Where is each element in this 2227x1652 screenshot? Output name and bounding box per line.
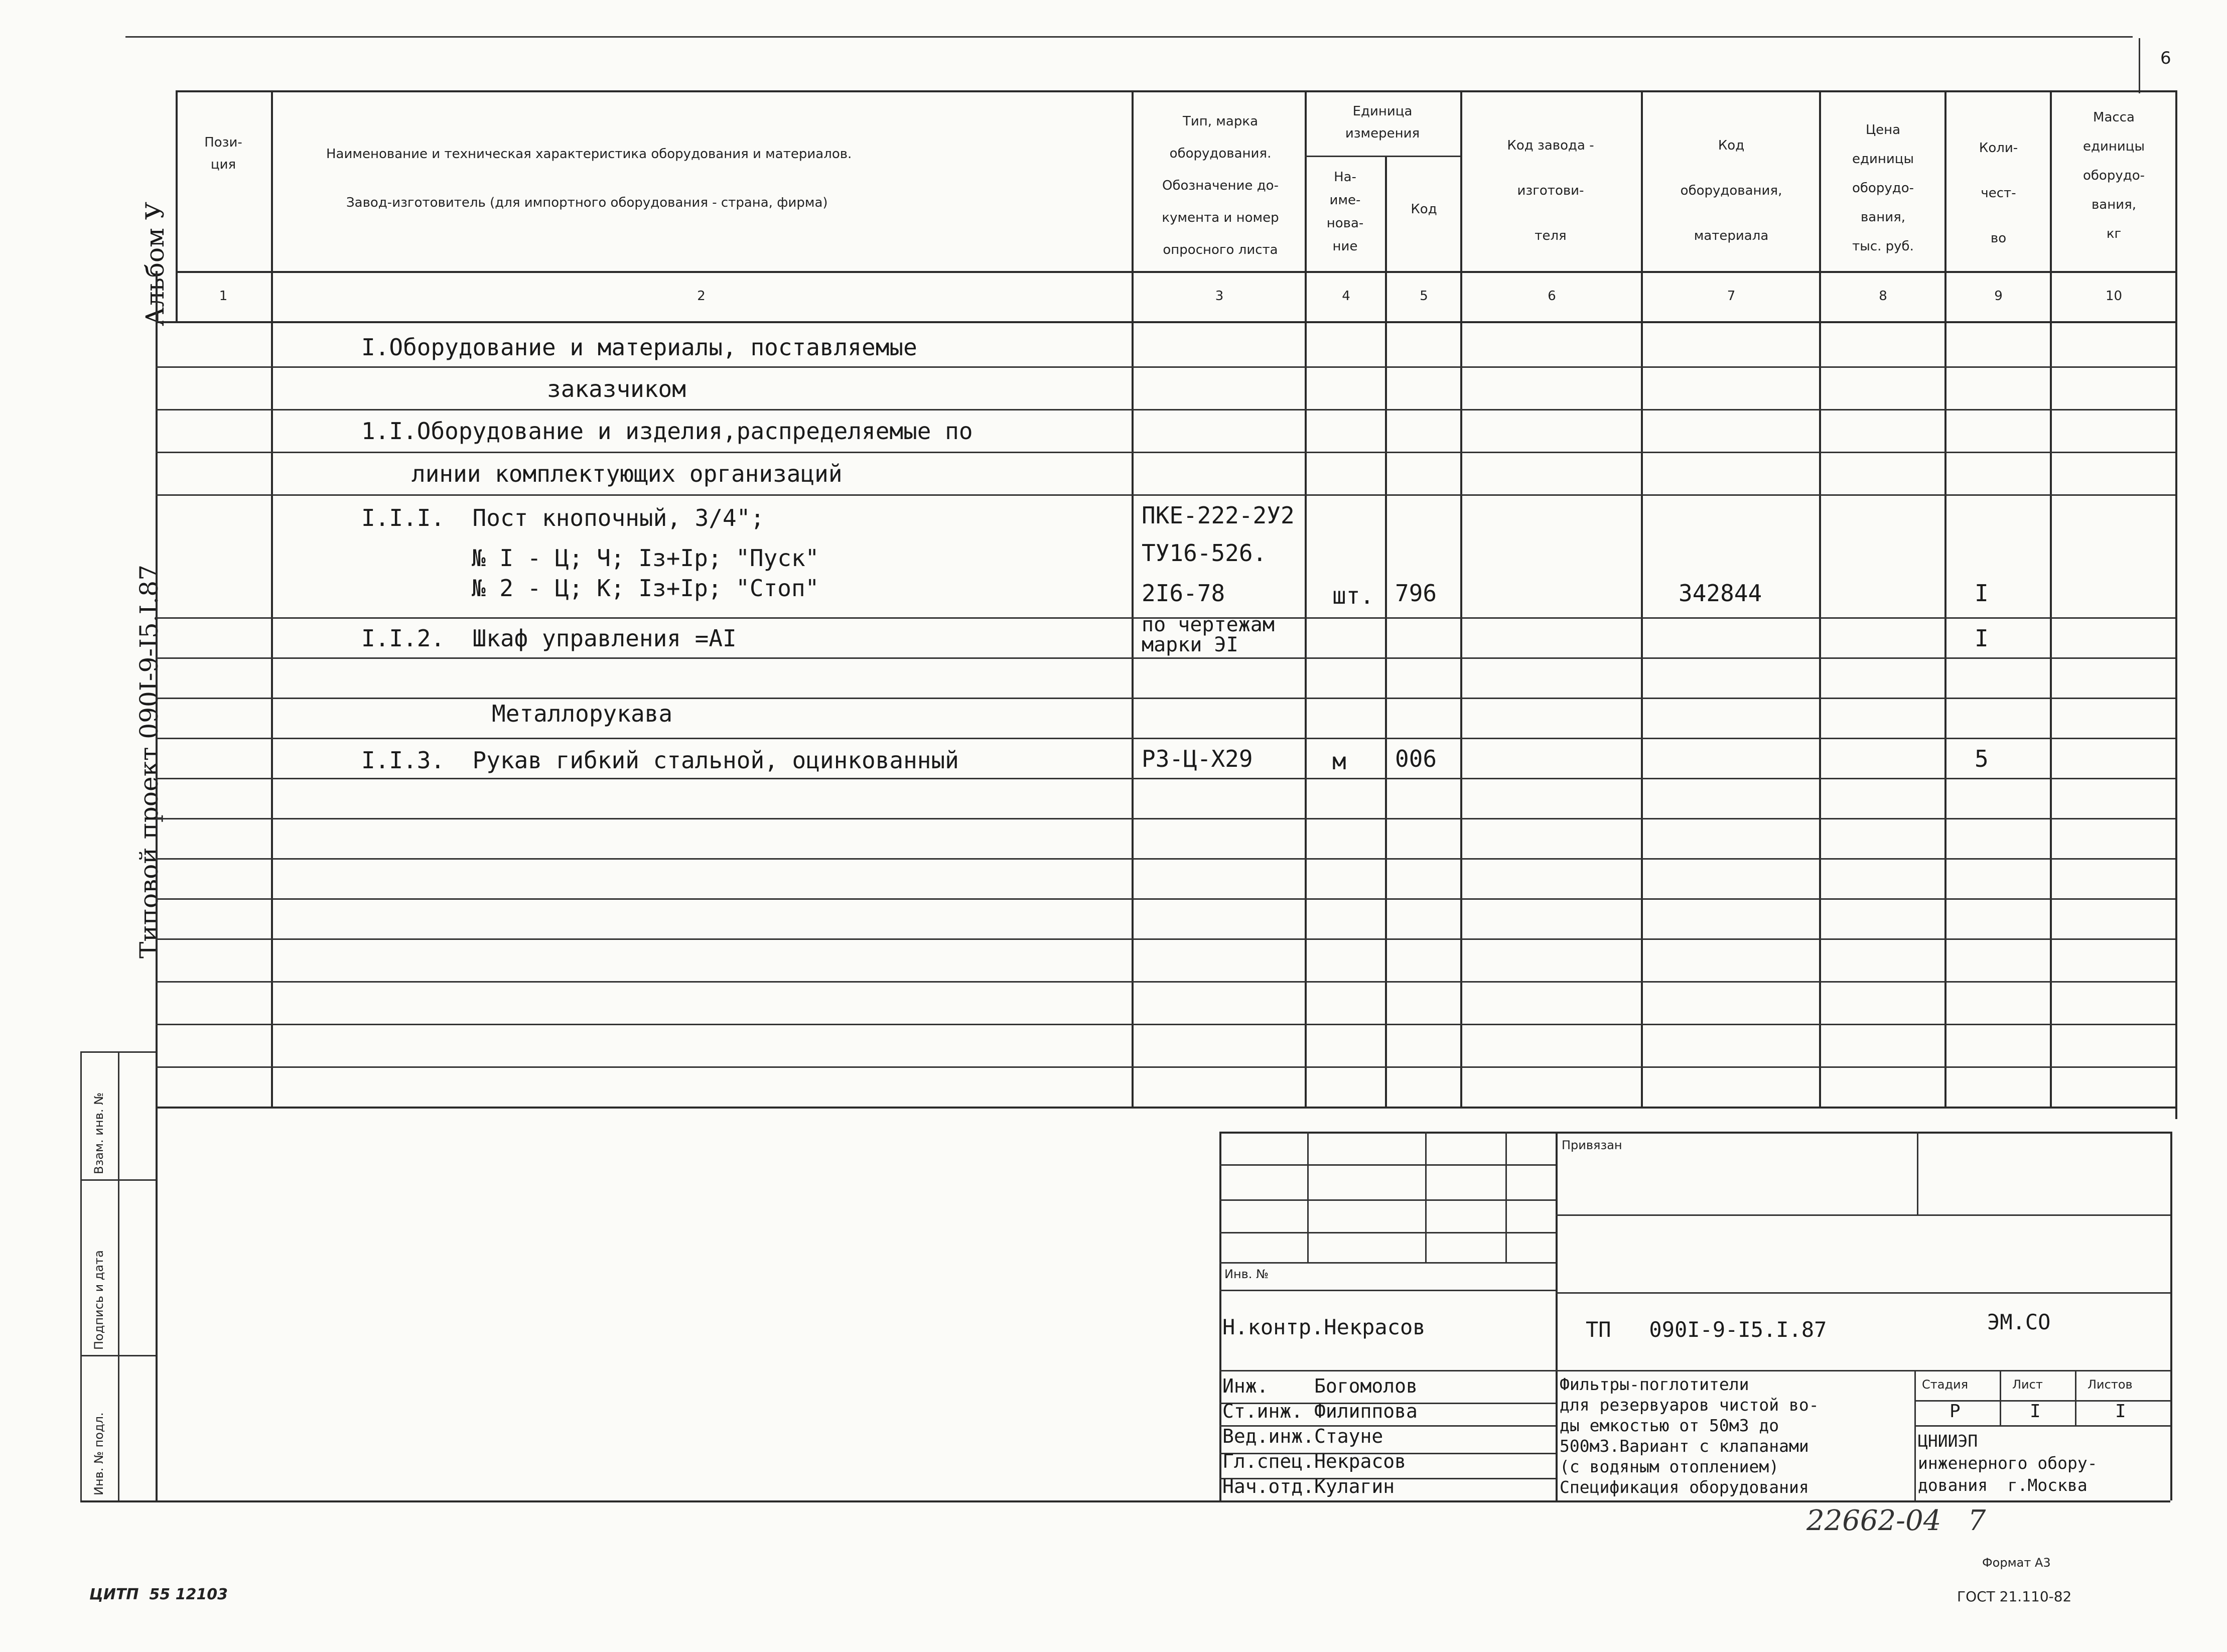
colnum-5: 5: [1420, 289, 1428, 304]
col-sep-5: [1460, 90, 1462, 1107]
item-1-1-1-quantity: I: [1975, 580, 1989, 607]
tb-grid: [1914, 1425, 2170, 1427]
header-col1: Пози- ция: [204, 135, 242, 172]
tb-left: [1219, 1132, 1221, 1500]
item-1-1-1-type: ПКЕ-222-2У2: [1142, 502, 1295, 529]
unit-split: [1305, 156, 1460, 157]
tb-grid: [2000, 1370, 2001, 1425]
tb-grid: [1219, 1232, 1556, 1233]
side-strip-line: [80, 1179, 156, 1181]
top-border: [125, 36, 2133, 38]
row-line: [156, 738, 2175, 739]
side-strip-line: [80, 1355, 156, 1356]
item-1-1-3-quantity: 5: [1975, 745, 1989, 772]
section-1-title: I.Оборудование и материалы, поставляемые: [361, 334, 917, 361]
side-strip-left: [80, 1051, 82, 1500]
col-sep-1: [271, 90, 273, 1107]
tb-grid: [1219, 1370, 2170, 1371]
tb-organization: ЦНИИЭП инженерного обору- дования г.Москва: [1918, 1431, 2098, 1495]
row-line: [156, 452, 2175, 453]
col-sep-8: [1944, 90, 1946, 1107]
header-col6: Код завода - изготови- теля: [1507, 138, 1594, 243]
item-1-1-3-unit-code: 006: [1395, 745, 1437, 772]
row-line: [156, 1024, 2175, 1025]
row-line: [156, 698, 2175, 699]
colnum-7: 7: [1727, 289, 1736, 304]
item-1-1-1-unit: шт.: [1332, 582, 1374, 609]
header-col8: Цена единицы оборудо- вания, тыс. руб.: [1852, 122, 1914, 254]
subsection-metal-hoses: Металлорукава: [492, 700, 673, 727]
row-line: [156, 858, 2175, 860]
item-1-1-1-variant-1: № I - Ц; Ч; Iз+Iр; "Пуск": [472, 544, 819, 572]
item-1-1-1-type-3: 2I6-78: [1142, 580, 1225, 607]
item-1-1-1-type-2: ТУ16-526.: [1142, 539, 1267, 567]
tb-grid: [2075, 1370, 2076, 1425]
col-sep-2: [1132, 90, 1134, 1107]
sheet-number: 6: [2160, 48, 2171, 68]
frame-bottom: [80, 1500, 2170, 1502]
row-line: [156, 494, 2175, 496]
item-1-1-3-type: РЗ-Ц-Х29: [1142, 745, 1253, 772]
tb-description: Фильтры-поглотители для резервуаров чистой во- ды емкостью от 50м3 до 500м3.Вариант с клапанами (с водяным отоплением) Спецификация оборудования: [1560, 1374, 1819, 1497]
header-bottom: [176, 271, 2175, 273]
tb-sheet-mark: ЭМ.СО: [1987, 1310, 2051, 1334]
item-1-1-1-unit-code: 796: [1395, 580, 1437, 607]
row-line: [156, 657, 2175, 659]
tb-grid: [1556, 1214, 2170, 1216]
header-col10: Масса единицы оборудо- вания, кг: [2082, 110, 2145, 241]
item-1-1-1-name: I.I.I. Пост кнопочный, 3/4";: [361, 504, 765, 531]
colnum-6: 6: [1548, 289, 1556, 304]
tb-listov-value: I: [2115, 1401, 2126, 1422]
tb-grid: [1425, 1132, 1427, 1262]
archive-number: 22662-04 7: [1806, 1504, 1986, 1537]
tb-code: ТП 090I-9-I5.I.87: [1586, 1317, 1827, 1342]
tb-grid: [1917, 1132, 1918, 1214]
project-label: Типовой проект 090I-9-I5.I.87: [134, 565, 164, 958]
row-line: [156, 898, 2175, 900]
footer-gost: ГОСТ 21.110-82: [1957, 1588, 2072, 1605]
table-bottom: [156, 1107, 2175, 1109]
row-line: [156, 938, 2175, 940]
sheet-number-box-left: [2139, 38, 2140, 93]
side-inv-no: Инв. № подл.: [92, 1412, 106, 1495]
col-sep-4: [1385, 156, 1387, 1107]
colnum-3: 3: [1215, 289, 1224, 304]
tb-grid: [1219, 1262, 1556, 1264]
side-replace-inv: Взам. инв. №: [92, 1092, 106, 1174]
row-line: [156, 1066, 2175, 1068]
header-col2-line1: Наименование и техническая характеристика оборудования и материалов.: [326, 147, 852, 162]
row-line: [156, 818, 2175, 819]
row-line: [156, 366, 2175, 368]
header-col2-line2: Завод-изготовитель (для импортного оборудования - страна, фирма): [346, 195, 828, 210]
colnum-1: 1: [219, 289, 228, 304]
row-line: [156, 981, 2175, 983]
tb-nkontr: Н.контр.Некрасов: [1222, 1315, 1426, 1339]
side-strip-mid: [118, 1051, 119, 1500]
outer-left: [156, 271, 158, 1500]
tb-list-value: I: [2030, 1401, 2041, 1422]
colnum-9: 9: [1994, 289, 2003, 304]
table-right: [2175, 90, 2177, 1119]
tb-grid: [1219, 1164, 1556, 1166]
colnum-2: 2: [697, 289, 706, 304]
tb-grid: [1219, 1199, 1556, 1201]
item-1-1-2-name: I.I.2. Шкаф управления =АI: [361, 625, 737, 652]
section-1-1-title-cont: линии комплектующих организаций: [411, 460, 843, 487]
header-col5: Код: [1411, 202, 1437, 217]
section-1-1-title: 1.I.Оборудование и изделия,распределяемые по: [361, 418, 973, 445]
item-1-1-3-name: I.I.3. Рукав гибкий стальной, оцинкованный: [361, 747, 959, 774]
tb-mid: [1556, 1132, 1558, 1500]
colnum-4: 4: [1342, 289, 1350, 304]
tb-grid: [1219, 1290, 1556, 1291]
tb-listov-label: Листов: [2087, 1378, 2133, 1392]
row-line: [156, 409, 2175, 410]
col-sep-7: [1819, 90, 1821, 1107]
col-sep-9: [2050, 90, 2052, 1107]
header-col9: Коли- чест- во: [1979, 141, 2018, 246]
tb-ved-inzh: Вед.инж.Стауне: [1222, 1425, 1383, 1447]
tb-right: [2170, 1132, 2172, 1500]
album-label: Альбом У: [141, 202, 170, 326]
tb-nach-otd: Нач.отд.Кулагин: [1222, 1475, 1395, 1497]
footer-citp: ЦИТП 55 12103: [89, 1586, 228, 1603]
item-1-1-3-unit: м: [1332, 748, 1346, 775]
tb-stadiya-label: Стадия: [1922, 1378, 1969, 1392]
tb-st-inzh: Ст.инж. Филиппова: [1222, 1400, 1418, 1422]
table-left: [176, 90, 178, 321]
tb-grid: [1505, 1132, 1507, 1262]
colnum-bottom: [156, 321, 2175, 323]
tb-inv-no: Инв. №: [1224, 1267, 1269, 1281]
header-col7: Код оборудования, материала: [1680, 138, 1782, 243]
tb-privyazan: Привязан: [1562, 1138, 1622, 1152]
item-1-1-1-material-code: 342844: [1679, 580, 1762, 607]
item-1-1-2-type: по чертежам марки ЭI: [1142, 613, 1275, 656]
colnum-8: 8: [1879, 289, 1887, 304]
header-col4: На- име- нова- ние: [1326, 170, 1364, 254]
tb-gl-spec: Гл.спец.Некрасов: [1222, 1450, 1407, 1472]
tb-grid: [1556, 1292, 2170, 1294]
item-1-1-2-quantity: I: [1975, 625, 1989, 652]
tb-grid: [1914, 1370, 1916, 1500]
tb-list-label: Лист: [2012, 1378, 2043, 1392]
table-top: [176, 90, 2175, 92]
header-col3: Тип, марка оборудования. Обозначение до- кумента и номер опросного листа: [1162, 114, 1279, 257]
tb-stadiya-value: Р: [1950, 1401, 1961, 1422]
header-unit: Единица измерения: [1345, 104, 1420, 141]
row-line: [156, 778, 2175, 779]
tb-grid: [1307, 1132, 1309, 1262]
tb-inzh: Инж. Богомолов: [1222, 1375, 1418, 1397]
tb-top: [1219, 1132, 2170, 1134]
section-1-title-cont: заказчиком: [547, 375, 686, 402]
side-sign-date: Подпись и дата: [92, 1250, 106, 1350]
colnum-10: 10: [2105, 289, 2123, 304]
item-1-1-1-variant-2: № 2 - Ц; К; Iз+Iр; "Стоп": [472, 575, 819, 602]
side-strip-line: [80, 1051, 156, 1053]
footer-format: Формат А3: [1982, 1556, 2051, 1570]
col-sep-6: [1641, 90, 1643, 1107]
